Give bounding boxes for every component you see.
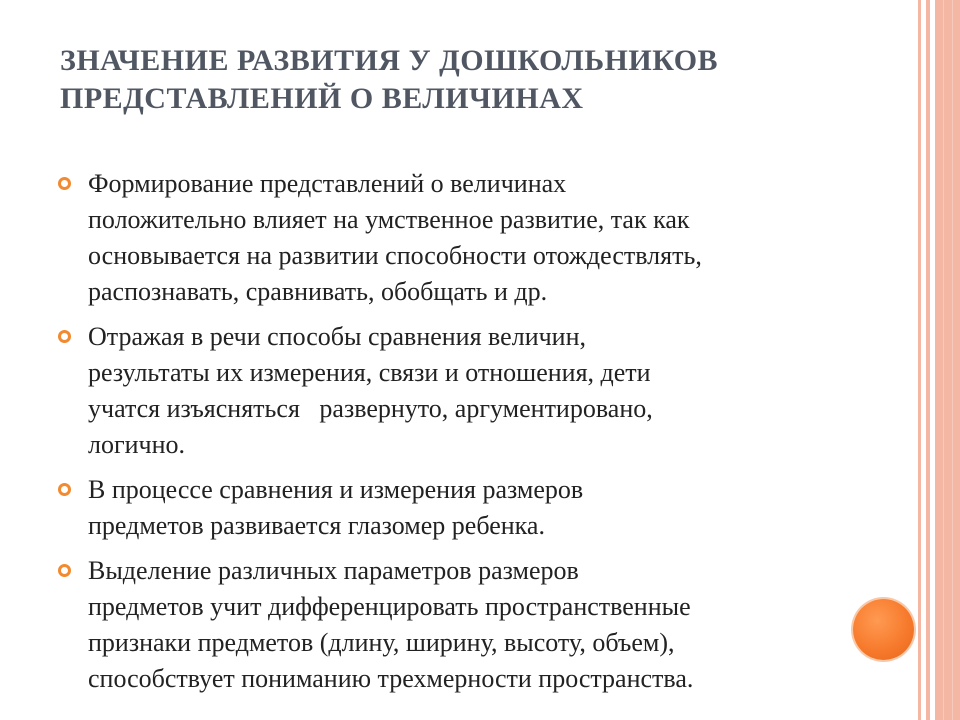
bullet-text-line: Формирование представлений о величинах: [88, 169, 567, 198]
bullet-ring-icon: [58, 483, 71, 496]
accent-circle: [853, 599, 914, 660]
bullet-item: [58, 472, 898, 544]
bullet-item: [58, 319, 898, 463]
bullet-text-line: основывается на развитии способности отождествлять,: [88, 241, 702, 270]
slide-title-line: ПРЕДСТАВЛЕНИЙ О ВЕЛИЧИНАХ: [60, 82, 584, 115]
bullet-item: [58, 166, 898, 310]
bullet-text-line: результаты их измерения, связи и отношения, дети: [88, 358, 651, 387]
bullet-text-line: положительно влияет на умственное развитие, так как: [88, 205, 690, 234]
decorative-stripe-line: [943, 0, 944, 720]
bullet-text-line: способствует пониманию трехмерности пространства.: [88, 664, 694, 693]
slide-title-line: ЗНАЧЕНИЕ РАЗВИТИЯ У ДОШКОЛЬНИКОВ: [60, 44, 719, 77]
bullet-text-line: признаки предметов (длину, ширину, высоту, объем),: [88, 628, 675, 657]
decorative-stripe-line: [952, 0, 953, 720]
decorative-stripe-wide: [935, 0, 960, 720]
bullet-text-line: распознавать, сравнивать, обобщать и др.: [88, 277, 548, 306]
bullet-text-line: предметов учит дифференцировать пространственные: [88, 592, 691, 621]
bullet-list: [58, 166, 898, 706]
bullet-ring-icon: [58, 330, 71, 343]
bullet-text-line: В процессе сравнения и измерения размеров: [88, 475, 584, 504]
bullet-text-line: Отражая в речи способы сравнения величин,: [88, 322, 587, 351]
bullet-text-line: Выделение различных параметров размеров: [88, 556, 579, 585]
bullet-text-line: предметов развивается глазомер ребенка.: [88, 511, 545, 540]
slide-title: [60, 42, 900, 118]
bullet-text-line: учатся изъясняться развернуто, аргументировано,: [88, 394, 653, 423]
bullet-item: [58, 553, 898, 697]
bullet-ring-icon: [58, 564, 71, 577]
bullet-ring-icon: [58, 177, 71, 190]
bullet-text-line: логично.: [88, 430, 186, 459]
